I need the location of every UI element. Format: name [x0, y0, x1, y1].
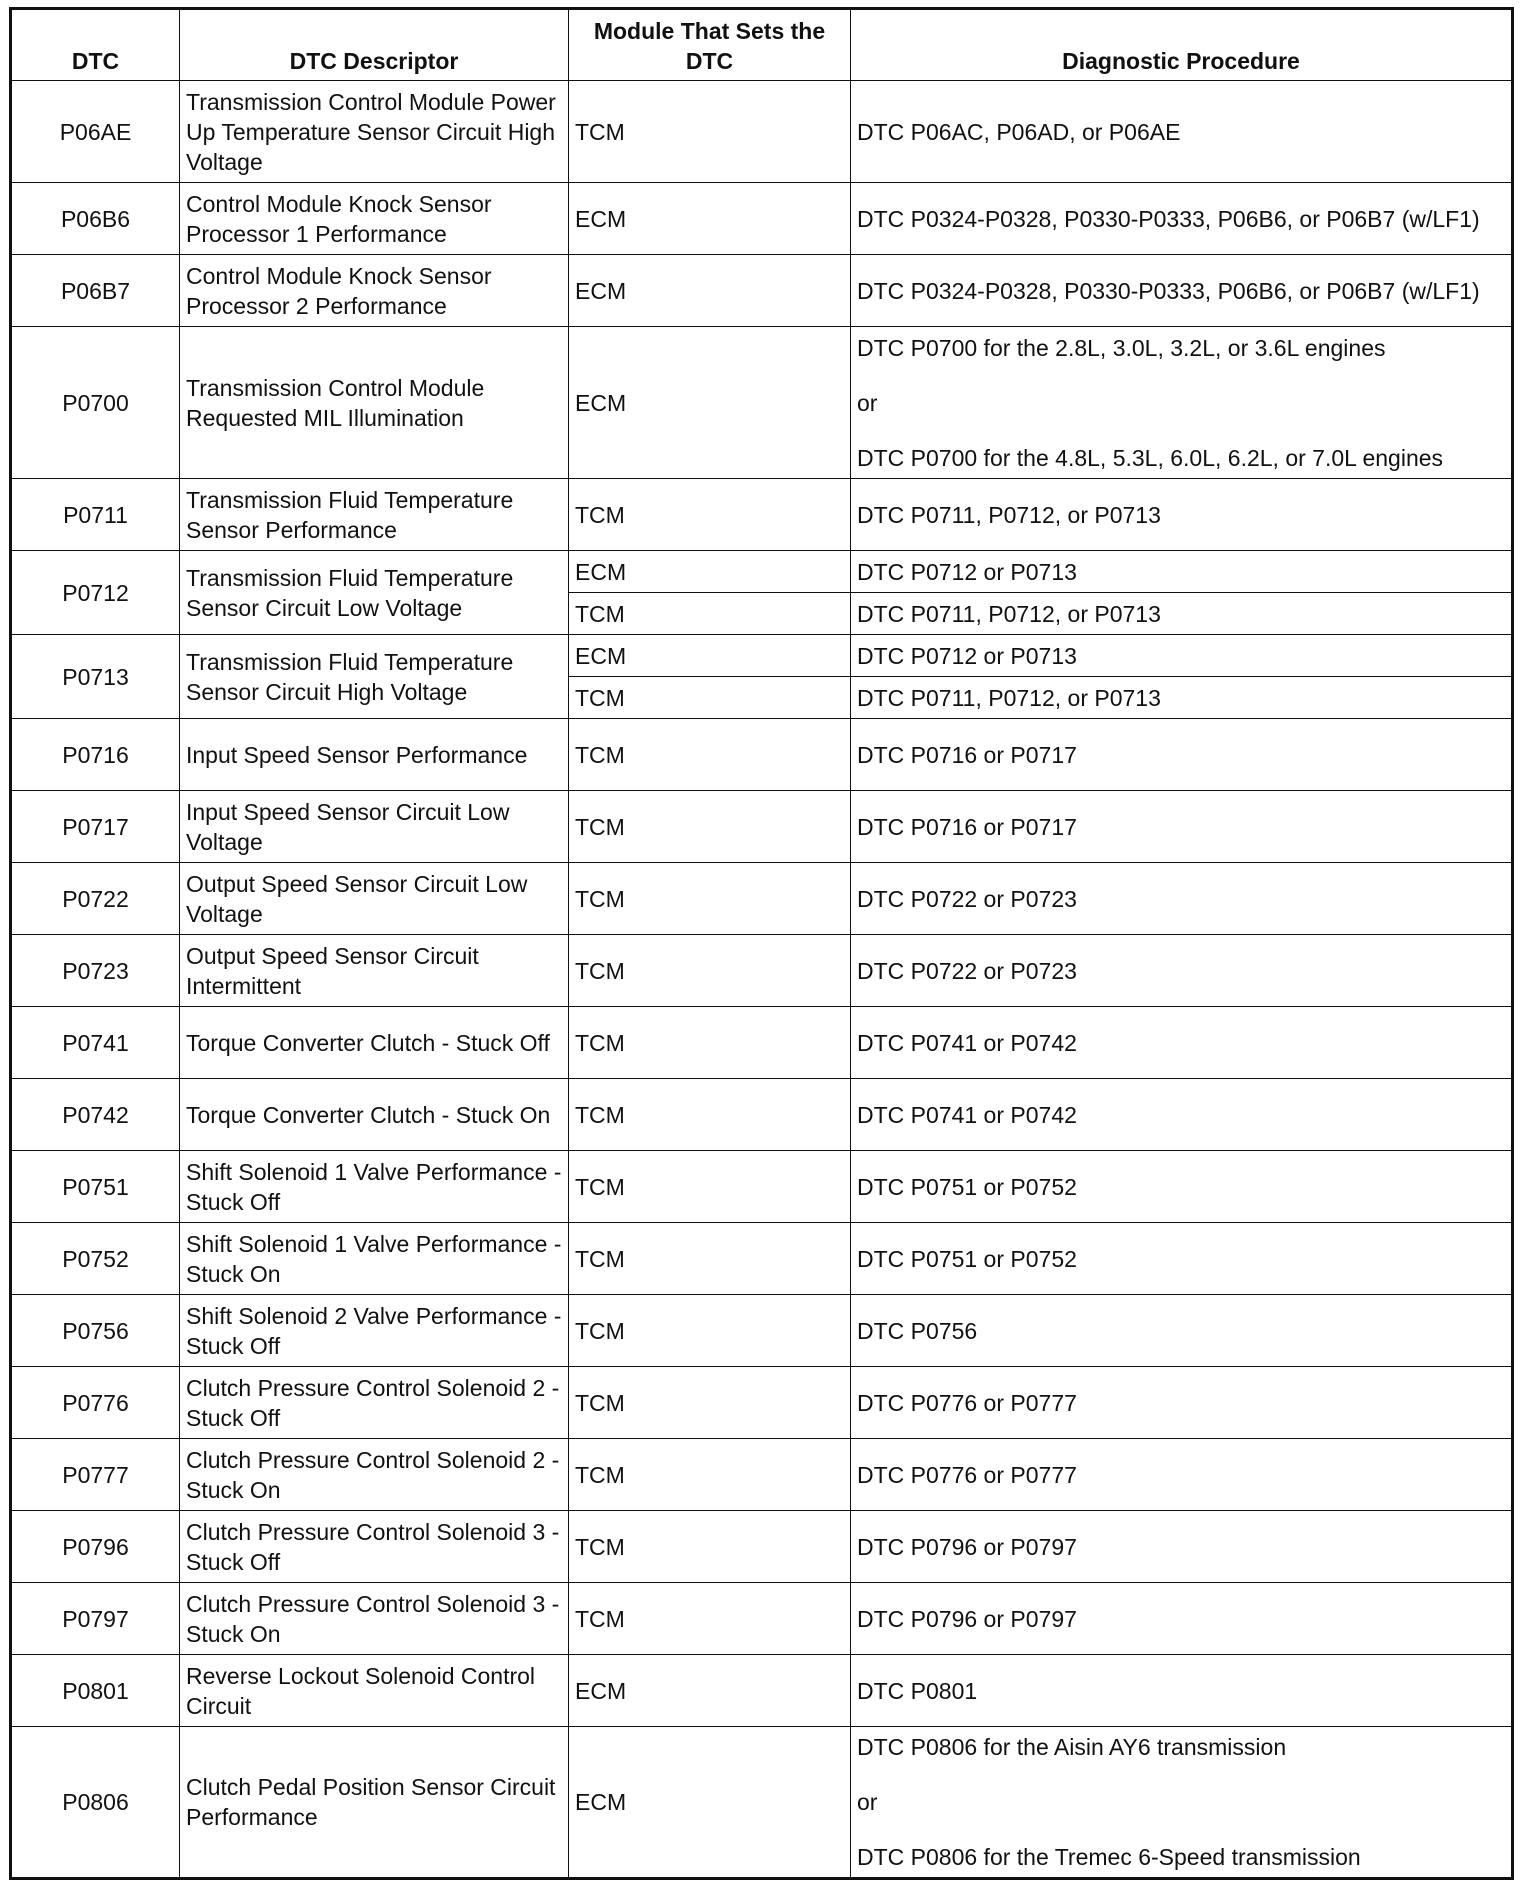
module-cell: TCM [569, 1223, 851, 1295]
dtc-descriptor: Clutch Pressure Control Solenoid 3 - Stuck Off [180, 1511, 569, 1583]
table-row [11, 635, 1513, 677]
dtc-descriptor: Input Speed Sensor Performance [180, 719, 569, 791]
table-row [11, 183, 1513, 255]
dtc-descriptor: Clutch Pressure Control Solenoid 3 - Stuck On [180, 1583, 569, 1655]
table-row [11, 255, 1513, 327]
procedure-line: DTC P0722 or P0723 [857, 957, 1077, 984]
procedure-line: DTC P0712 or P0713 [857, 558, 1077, 585]
procedure-cell [851, 255, 1513, 327]
dtc-code: P06AE [11, 81, 180, 183]
table-row [11, 935, 1513, 1007]
table-row [11, 81, 1513, 183]
module-cell: TCM [569, 479, 851, 551]
dtc-descriptor: Reverse Lockout Solenoid Control Circuit [180, 1655, 569, 1727]
procedure-line: DTC P0776 or P0777 [857, 1389, 1077, 1416]
dtc-code: P06B7 [11, 255, 180, 327]
dtc-descriptor: Clutch Pressure Control Solenoid 2 - Stuck On [180, 1439, 569, 1511]
dtc-code: P0700 [11, 327, 180, 479]
module-cell: ECM [569, 327, 851, 479]
dtc-descriptor: Transmission Control Module Requested MIL Illumination [180, 327, 569, 479]
procedure-cell [851, 1007, 1513, 1079]
module-cell: TCM [569, 1295, 851, 1367]
dtc-table-body [11, 81, 1513, 1879]
procedure-line: DTC P0751 or P0752 [857, 1245, 1077, 1272]
procedure-line: DTC P0711, P0712, or P0713 [857, 684, 1161, 711]
module-cell: ECM [569, 1727, 851, 1879]
procedure-cell [851, 791, 1513, 863]
procedure-cell [851, 1727, 1513, 1879]
procedure-cell [851, 1367, 1513, 1439]
procedure-cell [851, 81, 1513, 183]
procedure-line: DTC P0741 or P0742 [857, 1029, 1077, 1056]
procedure-cell [851, 327, 1513, 479]
header-descriptor: DTC Descriptor [180, 9, 569, 81]
module-cell: ECM [569, 635, 851, 677]
procedure-cell [851, 1583, 1513, 1655]
dtc-code: P0716 [11, 719, 180, 791]
dtc-code: P0752 [11, 1223, 180, 1295]
module-cell: TCM [569, 863, 851, 935]
procedure-cell [851, 551, 1513, 593]
procedure-line: DTC P06AC, P06AD, or P06AE [857, 118, 1181, 145]
procedure-line: DTC P0700 for the 2.8L, 3.0L, 3.2L, or 3.6L engines [857, 334, 1386, 361]
dtc-code: P0741 [11, 1007, 180, 1079]
dtc-code: P0797 [11, 1583, 180, 1655]
procedure-cell [851, 1151, 1513, 1223]
module-cell: TCM [569, 791, 851, 863]
dtc-descriptor: Input Speed Sensor Circuit Low Voltage [180, 791, 569, 863]
dtc-code: P0751 [11, 1151, 180, 1223]
table-row [11, 1223, 1513, 1295]
dtc-code: P06B6 [11, 183, 180, 255]
procedure-line: DTC P0756 [857, 1317, 978, 1344]
procedure-line: DTC P0776 or P0777 [857, 1461, 1077, 1488]
table-row [11, 1367, 1513, 1439]
table-row [11, 1727, 1513, 1879]
header-dtc: DTC [11, 9, 180, 81]
module-cell: TCM [569, 719, 851, 791]
dtc-code: P0722 [11, 863, 180, 935]
dtc-descriptor: Control Module Knock Sensor Processor 2 Performance [180, 255, 569, 327]
module-cell: TCM [569, 593, 851, 635]
dtc-code: P0756 [11, 1295, 180, 1367]
procedure-cell [851, 1295, 1513, 1367]
procedure-cell [851, 719, 1513, 791]
dtc-descriptor: Transmission Fluid Temperature Sensor Circuit Low Voltage [180, 551, 569, 635]
procedure-line: DTC P0796 or P0797 [857, 1533, 1077, 1560]
procedure-line: DTC P0722 or P0723 [857, 885, 1077, 912]
module-cell: TCM [569, 1511, 851, 1583]
procedure-line: DTC P0716 or P0717 [857, 741, 1077, 768]
dtc-code: P0777 [11, 1439, 180, 1511]
module-cell: TCM [569, 1439, 851, 1511]
table-row [11, 1295, 1513, 1367]
table-row [11, 551, 1513, 593]
module-cell: ECM [569, 1655, 851, 1727]
dtc-code: P0742 [11, 1079, 180, 1151]
table-row [11, 327, 1513, 479]
table-row [11, 1511, 1513, 1583]
table-row [11, 1079, 1513, 1151]
procedure-line: DTC P0806 for the Aisin AY6 transmission [857, 1734, 1287, 1760]
module-cell: TCM [569, 1007, 851, 1079]
dtc-descriptor: Clutch Pressure Control Solenoid 2 - Stuck Off [180, 1367, 569, 1439]
header-procedure: Diagnostic Procedure [851, 9, 1513, 81]
dtc-code: P0711 [11, 479, 180, 551]
module-cell: TCM [569, 935, 851, 1007]
procedure-line: DTC P0801 [857, 1677, 978, 1704]
procedure-line: DTC P0711, P0712, or P0713 [857, 501, 1161, 528]
procedure-line: DTC P0796 or P0797 [857, 1605, 1077, 1632]
module-cell: TCM [569, 81, 851, 183]
dtc-descriptor: Transmission Fluid Temperature Sensor Performance [180, 479, 569, 551]
dtc-descriptor: Torque Converter Clutch - Stuck On [180, 1079, 569, 1151]
procedure-cell [851, 479, 1513, 551]
table-row [11, 479, 1513, 551]
module-cell: TCM [569, 1583, 851, 1655]
procedure-cell [851, 183, 1513, 255]
dtc-descriptor: Shift Solenoid 2 Valve Performance - Stuck Off [180, 1295, 569, 1367]
procedure-line: DTC P0712 or P0713 [857, 642, 1077, 669]
table-row [11, 791, 1513, 863]
table-row [11, 1151, 1513, 1223]
module-cell: ECM [569, 183, 851, 255]
header-row [11, 9, 1513, 81]
dtc-descriptor: Clutch Pedal Position Sensor Circuit Performance [180, 1727, 569, 1879]
dtc-table [9, 7, 1514, 1880]
table-row [11, 863, 1513, 935]
procedure-line: DTC P0751 or P0752 [857, 1173, 1077, 1200]
module-cell: TCM [569, 1079, 851, 1151]
table-row [11, 1583, 1513, 1655]
dtc-descriptor: Transmission Fluid Temperature Sensor Circuit High Voltage [180, 635, 569, 719]
dtc-descriptor: Output Speed Sensor Circuit Intermittent [180, 935, 569, 1007]
dtc-code: P0801 [11, 1655, 180, 1727]
dtc-code: P0717 [11, 791, 180, 863]
dtc-descriptor: Shift Solenoid 1 Valve Performance - Stuck On [180, 1223, 569, 1295]
dtc-descriptor: Output Speed Sensor Circuit Low Voltage [180, 863, 569, 935]
dtc-code: P0776 [11, 1367, 180, 1439]
procedure-cell [851, 935, 1513, 1007]
procedure-cell [851, 1655, 1513, 1727]
procedure-cell [851, 635, 1513, 677]
module-cell: TCM [569, 1367, 851, 1439]
module-cell: ECM [569, 551, 851, 593]
table-row [11, 1439, 1513, 1511]
procedure-line: DTC P0716 or P0717 [857, 813, 1077, 840]
procedure-line: DTC P0741 or P0742 [857, 1101, 1077, 1128]
procedure-cell [851, 1223, 1513, 1295]
header-module: Module That Sets the DTC [569, 9, 851, 81]
procedure-line: DTC P0324-P0328, P0330-P0333, P06B6, or P06B7 (w/LF1) [857, 277, 1480, 304]
dtc-code: P0723 [11, 935, 180, 1007]
dtc-descriptor: Control Module Knock Sensor Processor 1 Performance [180, 183, 569, 255]
dtc-code: P0806 [11, 1727, 180, 1879]
procedure-cell [851, 863, 1513, 935]
module-cell: TCM [569, 677, 851, 719]
table-row [11, 719, 1513, 791]
table-row [11, 1007, 1513, 1079]
procedure-cell [851, 677, 1513, 719]
procedure-cell [851, 1511, 1513, 1583]
procedure-cell [851, 1079, 1513, 1151]
table-row [11, 1655, 1513, 1727]
module-cell: TCM [569, 1151, 851, 1223]
procedure-line: DTC P0711, P0712, or P0713 [857, 600, 1161, 627]
module-cell: ECM [569, 255, 851, 327]
dtc-code: P0713 [11, 635, 180, 719]
procedure-line: DTC P0700 for the 4.8L, 5.3L, 6.0L, 6.2L, or 7.0L engines [857, 444, 1444, 471]
procedure-line: or [857, 1789, 878, 1815]
dtc-descriptor: Torque Converter Clutch - Stuck Off [180, 1007, 569, 1079]
procedure-cell [851, 1439, 1513, 1511]
dtc-descriptor: Transmission Control Module Power Up Temperature Sensor Circuit High Voltage [180, 81, 569, 183]
dtc-code: P0796 [11, 1511, 180, 1583]
procedure-line: DTC P0806 for the Tremec 6-Speed transmission [857, 1844, 1361, 1870]
procedure-line: or [857, 389, 878, 416]
dtc-descriptor: Shift Solenoid 1 Valve Performance - Stuck Off [180, 1151, 569, 1223]
procedure-cell [851, 593, 1513, 635]
dtc-code: P0712 [11, 551, 180, 635]
procedure-line: DTC P0324-P0328, P0330-P0333, P06B6, or P06B7 (w/LF1) [857, 205, 1480, 232]
